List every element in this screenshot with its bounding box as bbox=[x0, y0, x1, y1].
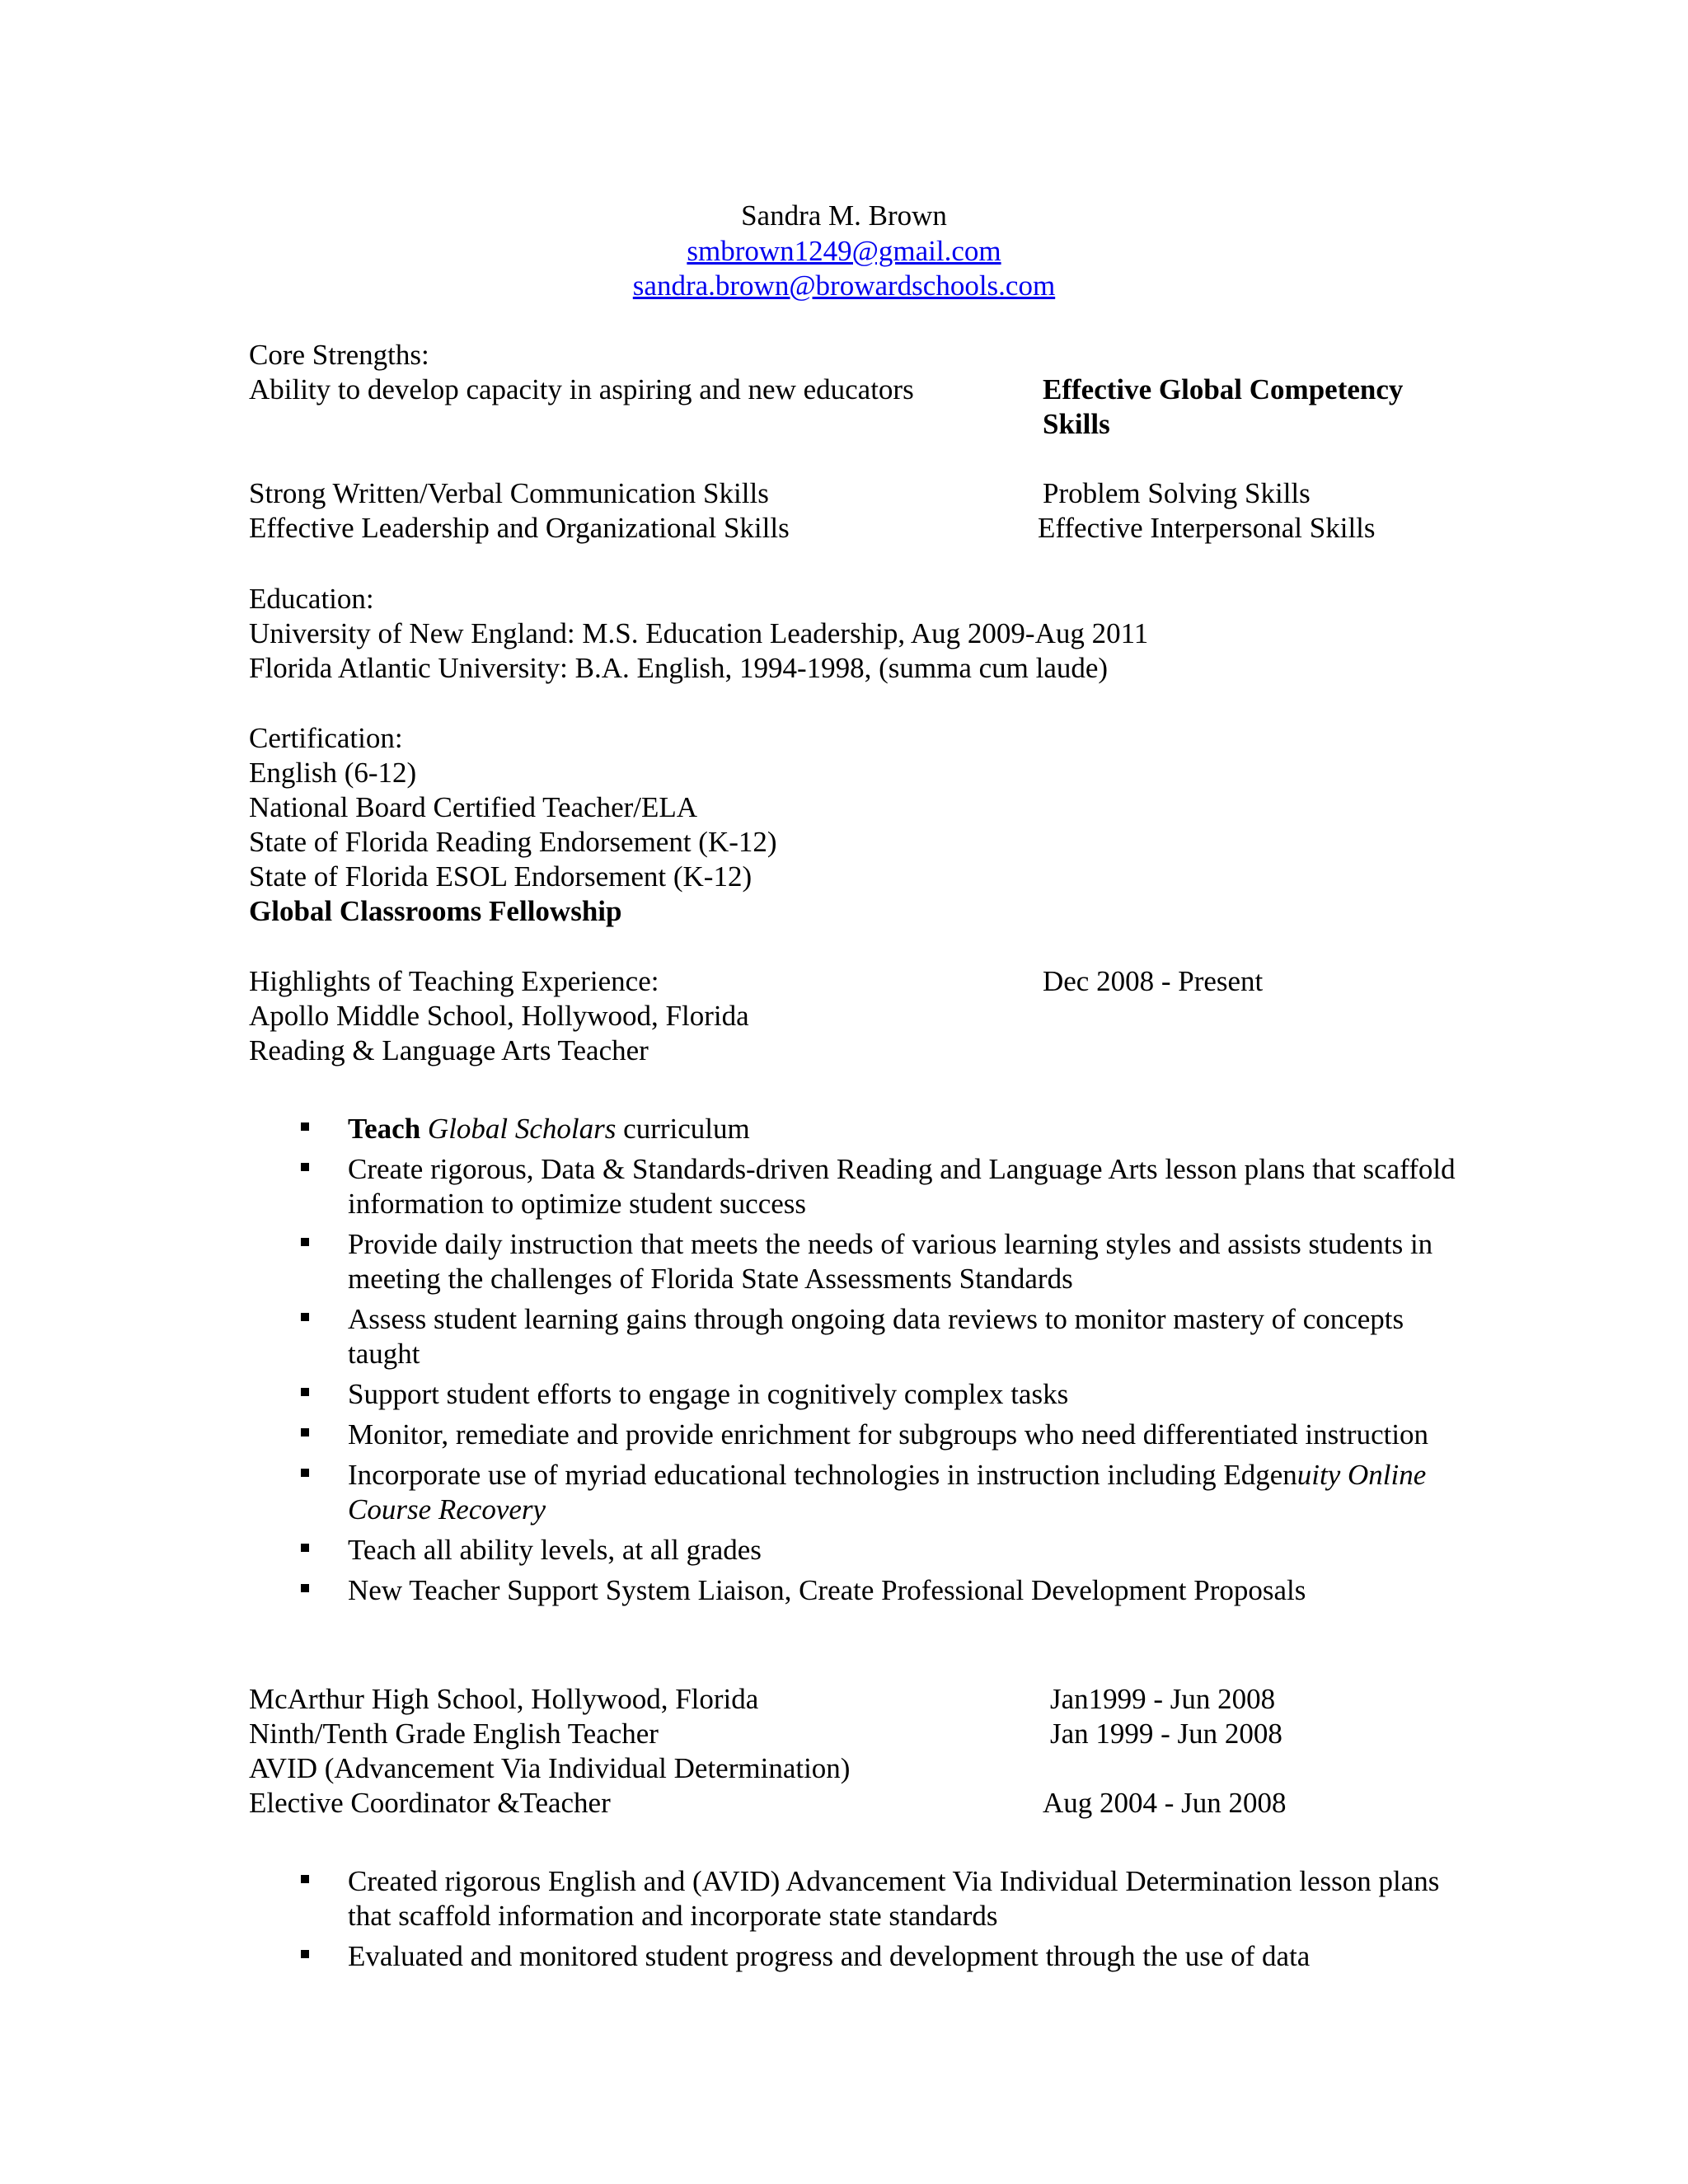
job1-dates: Dec 2008 - Present bbox=[1043, 965, 1264, 997]
strength-left-2: Strong Written/Verbal Communication Skills bbox=[249, 477, 769, 509]
bullet-square-icon bbox=[301, 1388, 309, 1396]
candidate-name: Sandra M. Brown bbox=[741, 199, 947, 232]
education-item-2: Florida Atlantic University: B.A. English, 1994-1998, (summa cum laude) bbox=[249, 652, 1109, 684]
bullet-square-icon bbox=[301, 1950, 309, 1958]
bullet-square-icon bbox=[301, 1122, 309, 1131]
list-item: Incorporate use of myriad educational technologies in instruction including Edgenuity Online Course Recovery bbox=[249, 1458, 1469, 1527]
strength-right-1b: Skills bbox=[1043, 408, 1110, 440]
list-item: Provide daily instruction that meets the needs of various learning styles and assists students in meeting the challenges of Florida State Assessments Standards bbox=[249, 1227, 1469, 1296]
certification-item-5: Global Classrooms Fellowship bbox=[249, 895, 622, 927]
email-row-2 bbox=[0, 269, 1688, 303]
email-link-school[interactable]: sandra.brown@browardschools.com bbox=[632, 269, 1056, 302]
job1-duties-list bbox=[249, 1112, 1469, 1614]
list-item: Monitor, remediate and provide enrichment for subgroups who need differentiated instruction bbox=[249, 1418, 1469, 1452]
list-item: Teach Global Scholars curriculum bbox=[249, 1112, 1469, 1146]
bullet-square-icon bbox=[301, 1469, 309, 1477]
experience-heading: Highlights of Teaching Experience: bbox=[249, 965, 659, 997]
bullet-square-icon bbox=[301, 1428, 309, 1436]
job1-title: Reading & Language Arts Teacher bbox=[249, 1034, 649, 1066]
strength-right-1: Effective Global Competency bbox=[1043, 373, 1404, 405]
bullet-square-icon bbox=[301, 1875, 309, 1883]
certification-item-3: State of Florida Reading Endorsement (K-12) bbox=[249, 826, 777, 858]
list-item: Create rigorous, Data & Standards-driven Reading and Language Arts lesson plans that scaffold information to optimize student success bbox=[249, 1152, 1469, 1221]
strength-right-2: Problem Solving Skills bbox=[1043, 477, 1311, 509]
core-strengths-heading: Core Strengths: bbox=[249, 339, 429, 371]
bullet-square-icon bbox=[301, 1238, 309, 1246]
job2-school: McArthur High School, Hollywood, Florida bbox=[249, 1683, 759, 1715]
email-link-personal[interactable]: smbrown1249@gmail.com bbox=[687, 235, 1001, 267]
certification-item-4: State of Florida ESOL Endorsement (K-12) bbox=[249, 860, 753, 893]
list-item: Evaluated and monitored student progress and development through the use of data bbox=[249, 1939, 1469, 1974]
strength-left-3: Effective Leadership and Organizational Skills bbox=[249, 512, 790, 544]
strength-left-1: Ability to develop capacity in aspiring and new educators bbox=[249, 373, 914, 405]
job2-role: Elective Coordinator &Teacher bbox=[249, 1787, 611, 1819]
job2-title-dates: Jan 1999 - Jun 2008 bbox=[1050, 1718, 1282, 1750]
bullet-square-icon bbox=[301, 1163, 309, 1171]
list-item: Teach all ability levels, at all grades bbox=[249, 1533, 1469, 1568]
bullet-square-icon bbox=[301, 1544, 309, 1552]
job2-role-dates: Aug 2004 - Jun 2008 bbox=[1043, 1787, 1287, 1819]
education-item-1: University of New England: M.S. Education Leadership, Aug 2009-Aug 2011 bbox=[249, 617, 1149, 649]
email-row-1 bbox=[0, 234, 1688, 269]
job2-program: AVID (Advancement Via Individual Determination) bbox=[249, 1752, 851, 1784]
certification-item-1: English (6-12) bbox=[249, 757, 417, 789]
education-heading: Education: bbox=[249, 583, 374, 615]
strength-right-3: Effective Interpersonal Skills bbox=[1038, 512, 1376, 544]
job2-title: Ninth/Tenth Grade English Teacher bbox=[249, 1718, 659, 1750]
certification-item-2: National Board Certified Teacher/ELA bbox=[249, 791, 698, 823]
list-item: Created rigorous English and (AVID) Advancement Via Individual Determination lesson plans that scaffold information and incorporate state standards bbox=[249, 1864, 1469, 1933]
job2-duties-list bbox=[249, 1864, 1469, 1980]
bullet-square-icon bbox=[301, 1313, 309, 1321]
certification-heading: Certification: bbox=[249, 722, 403, 754]
job1-school: Apollo Middle School, Hollywood, Florida bbox=[249, 1000, 749, 1032]
bullet-square-icon bbox=[301, 1584, 309, 1592]
list-item: New Teacher Support System Liaison, Create Professional Development Proposals bbox=[249, 1573, 1469, 1608]
list-item: Assess student learning gains through ongoing data reviews to monitor mastery of concepts taught bbox=[249, 1302, 1469, 1371]
job2-school-dates: Jan1999 - Jun 2008 bbox=[1050, 1683, 1276, 1715]
list-item: Support student efforts to engage in cognitively complex tasks bbox=[249, 1377, 1469, 1412]
